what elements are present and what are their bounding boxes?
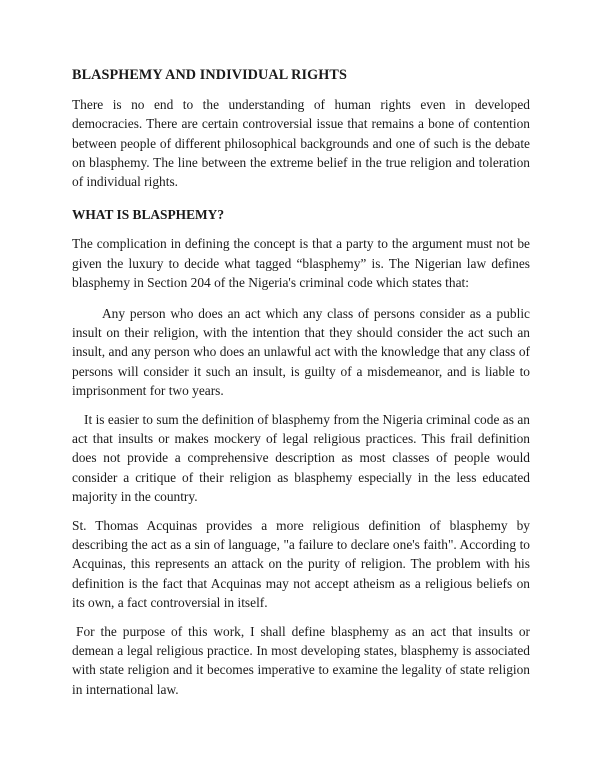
intro-paragraph: There is no end to the understanding of human rights even in developed democracies. There are certain controversial issue that remains a bone of contention between people of different philosophical backgrounds and one of such is the debate on blasphemy. The line between the extreme belief in the true religion and toleration of individual rights.	[72, 97, 530, 190]
paragraph-purpose: For the purpose of this work, I shall define blasphemy as an act that insults or demean a legal religious practice. In most developing states, blasphemy is associated with state religion and it becomes imperative to examine the legality of state religion in international law.	[72, 624, 530, 697]
paragraph-definition: The complication in defining the concept is that a party to the argument must not be given the luxury to decide what tagged “blasphemy” is. The Nigerian law defines blasphemy in Section 204 of the Nigeria's criminal code which states that:	[72, 236, 530, 290]
paragraph-summary: It is easier to sum the definition of blasphemy from the Nigeria criminal code as an act that insults or makes mockery of legal religious practices. This frail definition does not provide a comprehensive description as most classes of people would consider a critique of their religion as blasphemy especially in the less educated majority in the country.	[72, 412, 530, 504]
document-page	[72, 66, 530, 699]
paragraph-acquinas: St. Thomas Acquinas provides a more religious definition of blasphemy by describing the act as a sin of language, "a failure to declare one's faith". According to Acquinas, this represents an attack on the purity of religion. The problem with his definition is the fact that Acquinas may not accept atheism as a religious beliefs on its own, a fact controversial in itself.	[72, 518, 530, 610]
section-heading: WHAT IS BLASPHEMY?	[72, 207, 225, 223]
quoted-law-paragraph: Any person who does an act which any class of persons consider as a public insult on their religion, with the intention that they should consider the act such an insult, and any person who does an unlawful act with the knowledge that any class of persons will consider it such an insult, is guilty of a misdemeanor, and is liable to imprisonment for two years.	[72, 306, 530, 398]
document-title: BLASPHEMY AND INDIVIDUAL RIGHTS	[72, 67, 347, 83]
